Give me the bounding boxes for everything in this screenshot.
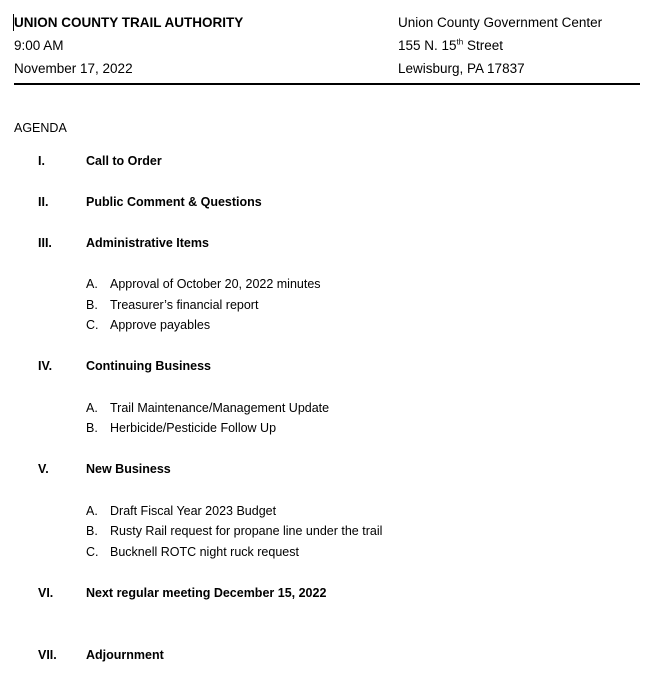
- agenda-subitem-letter: A.: [86, 504, 98, 518]
- document-header: [14, 11, 640, 85]
- agenda-subitem-text: Herbicide/Pesticide Follow Up: [110, 421, 277, 435]
- agenda-item-number: I.: [38, 154, 45, 168]
- meeting-time: 9:00 AM: [14, 38, 64, 53]
- agenda-item-title: Next regular meeting December 15, 2022: [86, 586, 327, 600]
- location-name: Union County Government Center: [398, 15, 603, 30]
- agenda-title: AGENDA: [14, 121, 67, 135]
- agenda-item-title: Adjournment: [86, 648, 164, 662]
- agenda-subitem-letter: C.: [86, 545, 99, 559]
- agenda-item-number: VI.: [38, 586, 54, 600]
- organization-name: [14, 11, 243, 34]
- agenda-subitem-text: Treasurer’s financial report: [110, 298, 259, 312]
- agenda-subitem-letter: B.: [86, 298, 98, 312]
- agenda-item-title: Public Comment & Questions: [86, 195, 262, 209]
- street-address-ordinal: th: [456, 37, 464, 47]
- street-address-suffix: Street: [463, 38, 503, 53]
- agenda-subitem-letter: A.: [86, 277, 98, 291]
- agenda-item-number: III.: [38, 236, 52, 250]
- agenda-item-number: V.: [38, 462, 49, 476]
- meeting-date: November 17, 2022: [14, 61, 133, 76]
- agenda-subitem-text: Bucknell ROTC night ruck request: [110, 545, 299, 559]
- agenda-item-number: VII.: [38, 648, 57, 662]
- agenda-item-title: New Business: [86, 462, 171, 476]
- agenda-subitem-letter: B.: [86, 421, 98, 435]
- agenda-item-title: Administrative Items: [86, 236, 209, 250]
- street-address: [398, 34, 602, 57]
- agenda-subitem-text: Draft Fiscal Year 2023 Budget: [110, 504, 277, 518]
- organization-name-text: UNION COUNTY TRAIL AUTHORITY: [14, 15, 244, 30]
- header-left-block: [14, 11, 243, 80]
- agenda-subitem-letter: C.: [86, 318, 99, 332]
- agenda-item-title: Continuing Business: [86, 359, 211, 373]
- agenda-subitem-letter: A.: [86, 401, 98, 415]
- agenda-item-title: Call to Order: [86, 154, 162, 168]
- agenda-subitem-text: Rusty Rail request for propane line under the trail: [110, 524, 383, 538]
- agenda-subitem-letter: B.: [86, 524, 98, 538]
- agenda-subitem-text: Trail Maintenance/Management Update: [110, 401, 330, 415]
- agenda-item-number: II.: [38, 195, 49, 209]
- city-state-zip: Lewisburg, PA 17837: [398, 61, 525, 76]
- agenda-subitem-text: Approve payables: [110, 318, 211, 332]
- street-address-prefix: 155 N. 15: [398, 38, 457, 53]
- text-cursor: [13, 14, 14, 31]
- header-right-block: [398, 11, 602, 80]
- agenda-subitem-text: Approval of October 20, 2022 minutes: [110, 277, 321, 291]
- agenda-item-number: IV.: [38, 359, 53, 373]
